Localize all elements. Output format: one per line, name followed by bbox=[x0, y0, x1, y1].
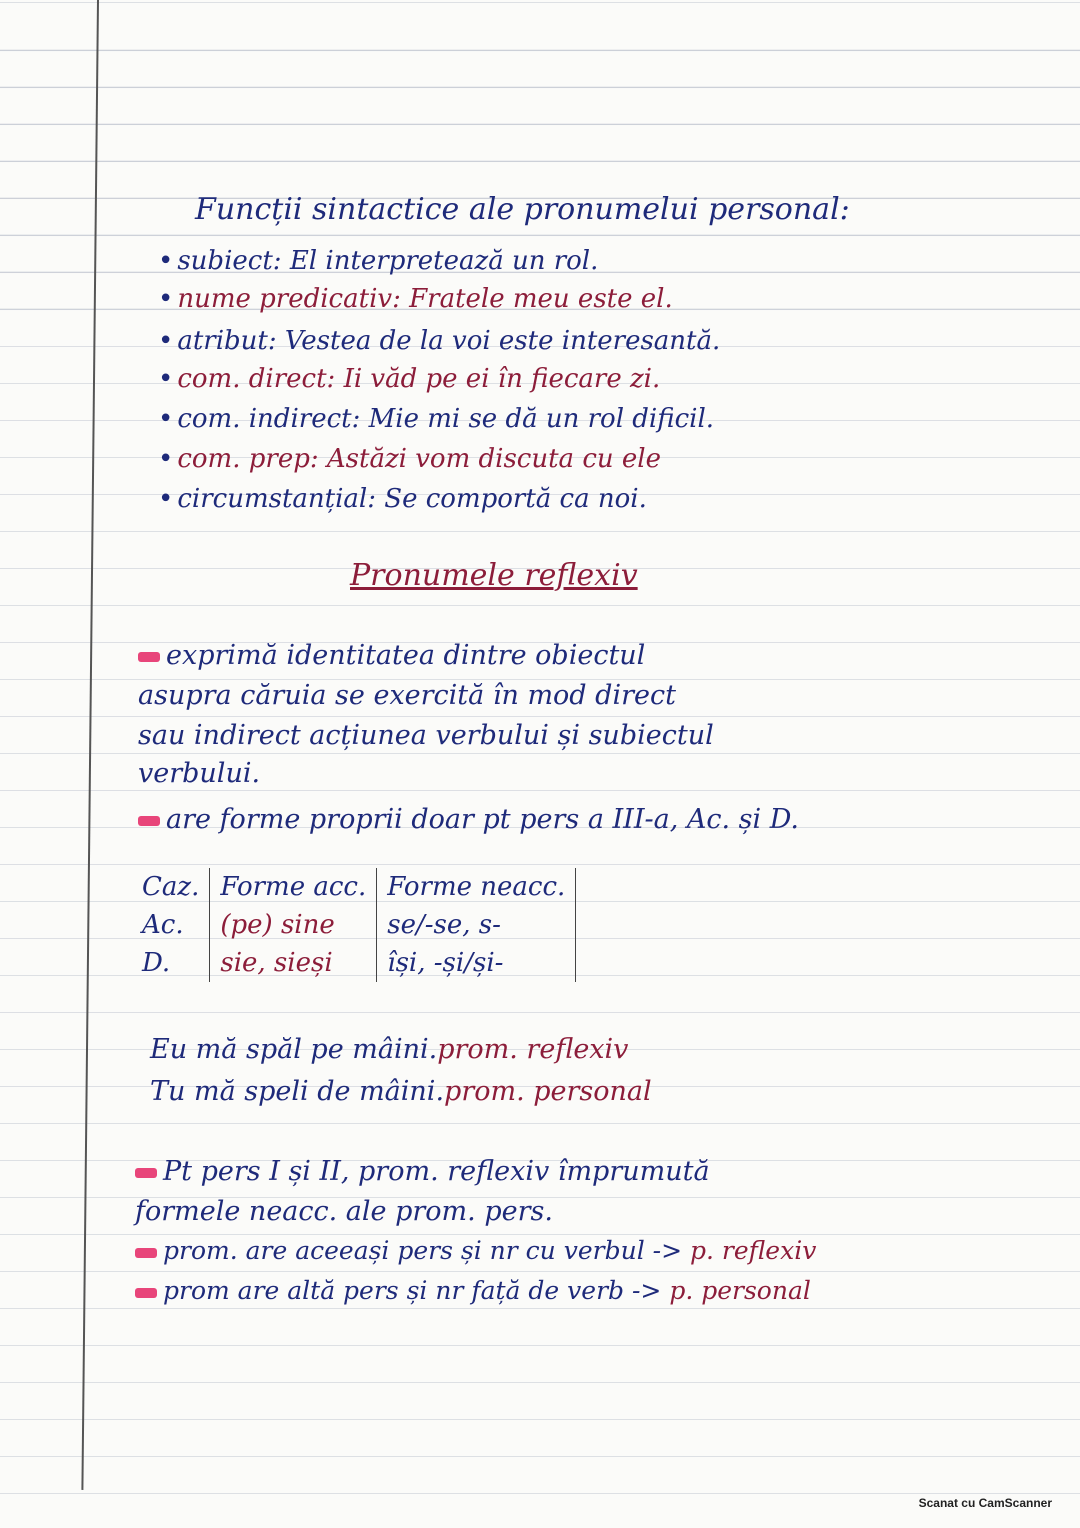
rule-line: formele neacc. ale prom. pers. bbox=[135, 1196, 553, 1227]
definition-line: verbului. bbox=[138, 758, 261, 789]
example-line: Tu mă speli de mâini.prom. personal bbox=[150, 1076, 652, 1107]
table-cell: Ac. bbox=[142, 910, 184, 940]
table-cell: D. bbox=[142, 948, 171, 978]
distinction-line: prom are altă pers și nr față de verb -> p. personal bbox=[135, 1276, 811, 1305]
function-item: • subiect: El interpretează un rol. bbox=[158, 246, 599, 276]
function-item: • circumstanțial: Se comportă ca noi. bbox=[158, 484, 647, 514]
table-header-row bbox=[132, 868, 576, 906]
table-row bbox=[132, 944, 576, 982]
scanner-watermark: Scanat cu CamScanner bbox=[918, 1496, 1052, 1510]
table-row bbox=[132, 906, 576, 944]
table-header: Forme acc. bbox=[210, 868, 377, 906]
table-cell: se/-se, s- bbox=[377, 906, 576, 944]
definition-line: exprimă identitatea dintre obiectul bbox=[138, 640, 645, 671]
section-title: Pronumele reflexiv bbox=[350, 558, 638, 593]
distinction-line: prom. are aceeași pers și nr cu verbul -> p. reflexiv bbox=[135, 1236, 816, 1265]
definition-line: sau indirect acțiunea verbului și subiectul bbox=[138, 720, 714, 751]
table-cell: își, -și/și- bbox=[377, 944, 576, 982]
table-header: Forme neacc. bbox=[377, 868, 576, 906]
example-line: Eu mă spăl pe mâini.prom. reflexiv bbox=[150, 1034, 629, 1065]
function-item: • atribut: Vestea de la voi este interesantă. bbox=[158, 326, 721, 356]
forms-note: are forme proprii doar pt pers a III-a, Ac. și D. bbox=[138, 804, 799, 835]
page-heading: Funcții sintactice ale pronumelui personal: bbox=[195, 192, 850, 227]
forms-table bbox=[132, 868, 576, 982]
table-header: Caz. bbox=[142, 872, 200, 902]
function-item: • com. prep: Astăzi vom discuta cu ele bbox=[158, 444, 661, 474]
function-item: • com. direct: Ii văd pe ei în fiecare zi. bbox=[158, 364, 661, 394]
table-cell: sie, sieși bbox=[210, 944, 377, 982]
table-cell: (pe) sine bbox=[210, 906, 377, 944]
definition-line: asupra căruia se exercită în mod direct bbox=[138, 680, 676, 711]
rule-line: Pt pers I și II, prom. reflexiv împrumută bbox=[135, 1156, 710, 1187]
function-item: • com. indirect: Mie mi se dă un rol dificil. bbox=[158, 404, 715, 434]
function-item: • nume predicativ: Fratele meu este el. bbox=[158, 284, 673, 314]
